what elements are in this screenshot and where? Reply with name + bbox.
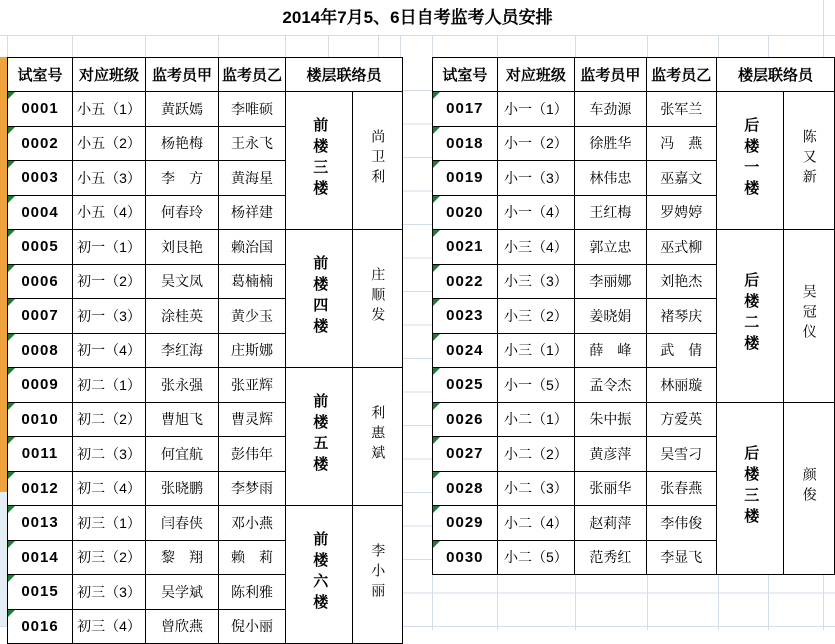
room-number: 0018 <box>446 134 484 152</box>
table-row <box>8 230 403 265</box>
cell-room[interactable] <box>8 471 73 506</box>
cell-class[interactable]: 小一（5） <box>497 368 574 403</box>
cell-room[interactable] <box>433 230 498 265</box>
room-number: 0010 <box>21 410 59 428</box>
excel-error-triangle-icon <box>433 403 440 410</box>
excel-error-triangle-icon <box>8 92 15 99</box>
cell-proctor-b[interactable]: 方爱英 <box>646 402 716 437</box>
room-number: 0006 <box>21 272 59 290</box>
cell-room[interactable] <box>433 368 498 403</box>
cell-room[interactable] <box>433 92 498 127</box>
cell-class[interactable]: 小一（4） <box>497 195 574 230</box>
cell-proctor-b[interactable]: 李伟俊 <box>646 506 716 541</box>
cell-liaison[interactable] <box>784 92 835 230</box>
room-number: 0013 <box>21 514 59 532</box>
cell-proctor-b[interactable]: 张军兰 <box>646 92 716 127</box>
table-row <box>433 230 835 265</box>
room-number: 0026 <box>446 410 484 428</box>
cell-class[interactable]: 小三（1） <box>497 333 574 368</box>
excel-error-triangle-icon <box>8 506 15 513</box>
cell-room[interactable] <box>8 368 73 403</box>
excel-error-triangle-icon <box>8 437 15 444</box>
cell-class[interactable]: 小五（4） <box>73 195 146 230</box>
room-number: 0023 <box>446 307 484 325</box>
excel-error-triangle-icon <box>8 299 15 306</box>
col-header-proctor-a[interactable]: 监考员甲 <box>146 58 219 92</box>
excel-error-triangle-icon <box>8 541 15 548</box>
excel-error-triangle-icon <box>8 230 15 237</box>
room-number: 0025 <box>446 376 484 394</box>
floor-label: 后楼三楼 <box>742 444 760 529</box>
room-number: 0024 <box>446 341 484 359</box>
excel-error-triangle-icon <box>8 127 15 134</box>
cell-liaison[interactable] <box>353 368 403 506</box>
cell-class[interactable]: 小三（2） <box>497 299 574 334</box>
cell-class[interactable]: 初一（2） <box>73 264 146 299</box>
excel-error-triangle-icon <box>433 161 440 168</box>
room-number: 0007 <box>21 307 59 325</box>
table-row <box>8 92 403 127</box>
cell-proctor-b[interactable]: 吴雪刁 <box>646 437 716 472</box>
cell-proctor-a[interactable]: 薛 峰 <box>575 333 646 368</box>
cell-room[interactable] <box>8 264 73 299</box>
cell-proctor-b[interactable]: 刘艳杰 <box>646 264 716 299</box>
cell-class[interactable]: 初三（1） <box>73 506 146 541</box>
cell-proctor-b[interactable]: 赖治国 <box>219 230 286 265</box>
cell-room[interactable] <box>8 230 73 265</box>
cell-room[interactable] <box>433 333 498 368</box>
room-number: 0022 <box>446 272 484 290</box>
liaison-name: 吴冠仪 <box>801 284 818 345</box>
cell-proctor-a[interactable]: 涂桂英 <box>146 299 219 334</box>
liaison-name: 利惠斌 <box>370 405 387 465</box>
cell-floor[interactable] <box>717 92 784 230</box>
cell-proctor-a[interactable]: 曾欣燕 <box>146 609 219 644</box>
col-header-proctor-b[interactable]: 监考员乙 <box>219 58 286 92</box>
room-number: 0008 <box>21 341 59 359</box>
cell-room[interactable] <box>8 195 73 230</box>
cell-proctor-a[interactable]: 王红梅 <box>575 195 646 230</box>
cell-room[interactable] <box>433 126 498 161</box>
room-number: 0004 <box>21 203 59 221</box>
floor-label: 前楼五楼 <box>311 393 329 477</box>
cell-proctor-a[interactable]: 张晓鹏 <box>146 471 219 506</box>
cell-proctor-b[interactable]: 李显飞 <box>646 540 716 575</box>
excel-error-triangle-icon <box>8 610 15 617</box>
room-number: 0012 <box>21 479 59 497</box>
excel-error-triangle-icon <box>433 299 440 306</box>
col-header-proctor-a[interactable]: 监考员甲 <box>575 58 646 92</box>
cell-floor[interactable] <box>286 230 353 368</box>
cell-proctor-b[interactable]: 邓小燕 <box>219 506 286 541</box>
cell-proctor-b[interactable]: 张春燕 <box>646 471 716 506</box>
cell-proctor-a[interactable]: 杨艳梅 <box>146 126 219 161</box>
cell-class[interactable]: 小五（3） <box>73 161 146 196</box>
room-number: 0014 <box>21 548 59 566</box>
cell-room[interactable] <box>8 161 73 196</box>
cell-proctor-a[interactable]: 郭立忠 <box>575 230 646 265</box>
excel-error-triangle-icon <box>433 92 440 99</box>
cell-proctor-b[interactable]: 林丽璇 <box>646 368 716 403</box>
excel-error-triangle-icon <box>433 265 440 272</box>
cell-proctor-a[interactable]: 闫春侠 <box>146 506 219 541</box>
col-header-liaison[interactable]: 楼层联络员 <box>286 58 403 92</box>
cell-proctor-a[interactable]: 黄彦萍 <box>575 437 646 472</box>
cell-class[interactable]: 小二（3） <box>497 471 574 506</box>
cell-class[interactable]: 初三（2） <box>73 540 146 575</box>
table-row <box>8 506 403 541</box>
floor-label: 后楼一楼 <box>742 117 760 201</box>
cell-proctor-b[interactable]: 杨祥建 <box>219 195 286 230</box>
cell-proctor-a[interactable]: 赵莉萍 <box>575 506 646 541</box>
excel-error-triangle-icon <box>8 334 15 341</box>
cell-proctor-b[interactable]: 巫嘉文 <box>646 161 716 196</box>
room-number: 0002 <box>21 134 59 152</box>
room-number: 0021 <box>446 238 484 256</box>
left-edge-orange-fill <box>0 57 7 492</box>
left-edge-pale-fill <box>0 492 7 626</box>
cell-liaison[interactable] <box>784 402 835 575</box>
liaison-name: 陈又新 <box>801 129 818 189</box>
cell-room[interactable] <box>433 264 498 299</box>
cell-class[interactable]: 初三（4） <box>73 609 146 644</box>
cell-proctor-a[interactable]: 孟令杰 <box>575 368 646 403</box>
cell-proctor-a[interactable]: 李 方 <box>146 161 219 196</box>
room-number: 0016 <box>21 617 59 635</box>
room-number: 0011 <box>21 445 59 463</box>
cell-floor[interactable] <box>286 368 353 506</box>
excel-error-triangle-icon <box>8 575 15 582</box>
room-number: 0029 <box>446 514 484 532</box>
excel-error-triangle-icon <box>433 196 440 203</box>
cell-proctor-b[interactable]: 李唯硕 <box>219 92 286 127</box>
cell-proctor-b[interactable]: 武 倩 <box>646 333 716 368</box>
cell-class[interactable]: 小三（4） <box>497 230 574 265</box>
cell-class[interactable]: 初一（4） <box>73 333 146 368</box>
cell-liaison[interactable] <box>353 92 403 230</box>
cell-room[interactable] <box>8 575 73 610</box>
liaison-name: 颜俊 <box>801 466 818 507</box>
table-row <box>433 92 835 127</box>
cell-class[interactable]: 小一（1） <box>497 92 574 127</box>
cell-room[interactable] <box>8 126 73 161</box>
cell-room[interactable] <box>8 299 73 334</box>
floor-label: 前楼六楼 <box>311 531 329 615</box>
excel-error-triangle-icon <box>433 541 440 548</box>
cell-room[interactable] <box>8 609 73 644</box>
cell-proctor-a[interactable]: 何宜航 <box>146 437 219 472</box>
cell-class[interactable]: 小二（5） <box>497 540 574 575</box>
cell-proctor-a[interactable]: 张永强 <box>146 368 219 403</box>
col-header-liaison[interactable]: 楼层联络员 <box>717 58 835 92</box>
excel-error-triangle-icon <box>433 472 440 479</box>
cell-room[interactable] <box>433 540 498 575</box>
floor-label: 前楼三楼 <box>311 117 329 201</box>
room-number: 0030 <box>446 548 484 566</box>
cell-room[interactable] <box>8 402 73 437</box>
cell-room[interactable] <box>433 299 498 334</box>
cell-proctor-b[interactable]: 庄斯娜 <box>219 333 286 368</box>
floor-label: 后楼二楼 <box>742 272 760 357</box>
col-header-class[interactable]: 对应班级 <box>73 58 146 92</box>
cell-proctor-a[interactable]: 车劲源 <box>575 92 646 127</box>
cell-floor[interactable] <box>286 506 353 644</box>
cell-room[interactable] <box>8 333 73 368</box>
cell-class[interactable]: 初二（4） <box>73 471 146 506</box>
cell-liaison[interactable] <box>784 230 835 403</box>
cell-proctor-a[interactable]: 黄跃嫣 <box>146 92 219 127</box>
header-row <box>8 58 403 92</box>
cell-class[interactable]: 初二（1） <box>73 368 146 403</box>
cell-proctor-a[interactable]: 黎 翔 <box>146 540 219 575</box>
cell-class[interactable]: 小三（3） <box>497 264 574 299</box>
cell-proctor-b[interactable]: 王永飞 <box>219 126 286 161</box>
excel-error-triangle-icon <box>8 265 15 272</box>
cell-class[interactable]: 初三（3） <box>73 575 146 610</box>
cell-proctor-b[interactable]: 曹灵辉 <box>219 402 286 437</box>
cell-class[interactable]: 小五（1） <box>73 92 146 127</box>
cell-class[interactable]: 小一（3） <box>497 161 574 196</box>
cell-class[interactable]: 初二（3） <box>73 437 146 472</box>
room-number: 0019 <box>446 169 484 187</box>
cell-class[interactable]: 小二（2） <box>497 437 574 472</box>
cell-proctor-a[interactable]: 范秀红 <box>575 540 646 575</box>
cell-proctor-a[interactable]: 徐胜华 <box>575 126 646 161</box>
cell-proctor-b[interactable]: 罗娉婷 <box>646 195 716 230</box>
excel-error-triangle-icon <box>8 196 15 203</box>
cell-room[interactable] <box>8 437 73 472</box>
cell-proctor-a[interactable]: 李丽娜 <box>575 264 646 299</box>
liaison-name: 尚卫利 <box>370 129 387 189</box>
cell-floor[interactable] <box>717 402 784 575</box>
excel-error-triangle-icon <box>433 230 440 237</box>
cell-proctor-b[interactable]: 冯 燕 <box>646 126 716 161</box>
proctor-table-left <box>7 57 403 644</box>
excel-error-triangle-icon <box>433 334 440 341</box>
table-row <box>8 368 403 403</box>
cell-class[interactable]: 小五（2） <box>73 126 146 161</box>
cell-liaison[interactable] <box>353 506 403 644</box>
excel-error-triangle-icon <box>8 161 15 168</box>
cell-proctor-b[interactable]: 褚琴庆 <box>646 299 716 334</box>
cell-room[interactable] <box>433 506 498 541</box>
cell-room[interactable] <box>433 161 498 196</box>
cell-room[interactable] <box>433 471 498 506</box>
cell-proctor-a[interactable]: 何春玲 <box>146 195 219 230</box>
excel-error-triangle-icon <box>433 368 440 375</box>
excel-error-triangle-icon <box>433 437 440 444</box>
cell-room[interactable] <box>8 540 73 575</box>
col-header-room[interactable]: 试室号 <box>433 58 498 92</box>
table-row <box>433 402 835 437</box>
cell-proctor-a[interactable]: 林伟忠 <box>575 161 646 196</box>
cell-room[interactable] <box>8 92 73 127</box>
col-header-room[interactable]: 试室号 <box>8 58 73 92</box>
room-number: 0005 <box>21 238 59 256</box>
room-number: 0020 <box>446 203 484 221</box>
cell-proctor-b[interactable]: 黄海星 <box>219 161 286 196</box>
cell-proctor-b[interactable]: 张亚辉 <box>219 368 286 403</box>
liaison-name: 庄顺发 <box>370 267 387 327</box>
proctor-table-right <box>432 57 835 575</box>
cell-proctor-a[interactable]: 朱中振 <box>575 402 646 437</box>
cell-proctor-a[interactable]: 李红海 <box>146 333 219 368</box>
cell-room[interactable] <box>433 437 498 472</box>
cell-floor[interactable] <box>717 230 784 403</box>
cell-class[interactable]: 小二（4） <box>497 506 574 541</box>
cell-proctor-b[interactable]: 黄少玉 <box>219 299 286 334</box>
cell-proctor-b[interactable]: 彭伟年 <box>219 437 286 472</box>
cell-proctor-b[interactable]: 李梦雨 <box>219 471 286 506</box>
excel-error-triangle-icon <box>433 506 440 513</box>
cell-class[interactable]: 小二（1） <box>497 402 574 437</box>
cell-proctor-a[interactable]: 吴文凤 <box>146 264 219 299</box>
excel-error-triangle-icon <box>8 403 15 410</box>
room-number: 0027 <box>446 445 484 463</box>
cell-proctor-b[interactable]: 倪小丽 <box>219 609 286 644</box>
cell-class[interactable]: 小一（2） <box>497 126 574 161</box>
cell-proctor-a[interactable]: 姜晓娟 <box>575 299 646 334</box>
col-header-class[interactable]: 对应班级 <box>497 58 574 92</box>
excel-error-triangle-icon <box>433 127 440 134</box>
cell-class[interactable]: 初二（2） <box>73 402 146 437</box>
cell-floor[interactable] <box>286 92 353 230</box>
cell-class[interactable]: 初一（3） <box>73 299 146 334</box>
liaison-name: 李小丽 <box>370 543 387 603</box>
room-number: 0001 <box>21 100 59 118</box>
floor-label: 前楼四楼 <box>311 255 329 339</box>
room-number: 0003 <box>21 169 59 187</box>
cell-proctor-a[interactable]: 吴学斌 <box>146 575 219 610</box>
cell-class[interactable]: 初一（1） <box>73 230 146 265</box>
cell-proctor-b[interactable]: 葛楠楠 <box>219 264 286 299</box>
cell-room[interactable] <box>8 506 73 541</box>
cell-proctor-a[interactable]: 曹旭飞 <box>146 402 219 437</box>
cell-room[interactable] <box>433 402 498 437</box>
cell-proctor-b[interactable]: 赖 莉 <box>219 540 286 575</box>
header-row <box>433 58 835 92</box>
sheet-title[interactable]: 2014年7月5、6日自考监考人员安排 <box>282 8 553 27</box>
cell-room[interactable] <box>433 195 498 230</box>
room-number: 0028 <box>446 479 484 497</box>
room-number: 0017 <box>446 100 484 118</box>
excel-error-triangle-icon <box>8 472 15 479</box>
cell-liaison[interactable] <box>353 230 403 368</box>
room-number: 0009 <box>21 376 59 394</box>
room-number: 0015 <box>21 583 59 601</box>
cell-proctor-a[interactable]: 刘艮艳 <box>146 230 219 265</box>
col-header-proctor-b[interactable]: 监考员乙 <box>646 58 716 92</box>
excel-error-triangle-icon <box>8 368 15 375</box>
cell-proctor-b[interactable]: 巫式柳 <box>646 230 716 265</box>
cell-proctor-b[interactable]: 陈利雅 <box>219 575 286 610</box>
cell-proctor-a[interactable]: 张丽华 <box>575 471 646 506</box>
